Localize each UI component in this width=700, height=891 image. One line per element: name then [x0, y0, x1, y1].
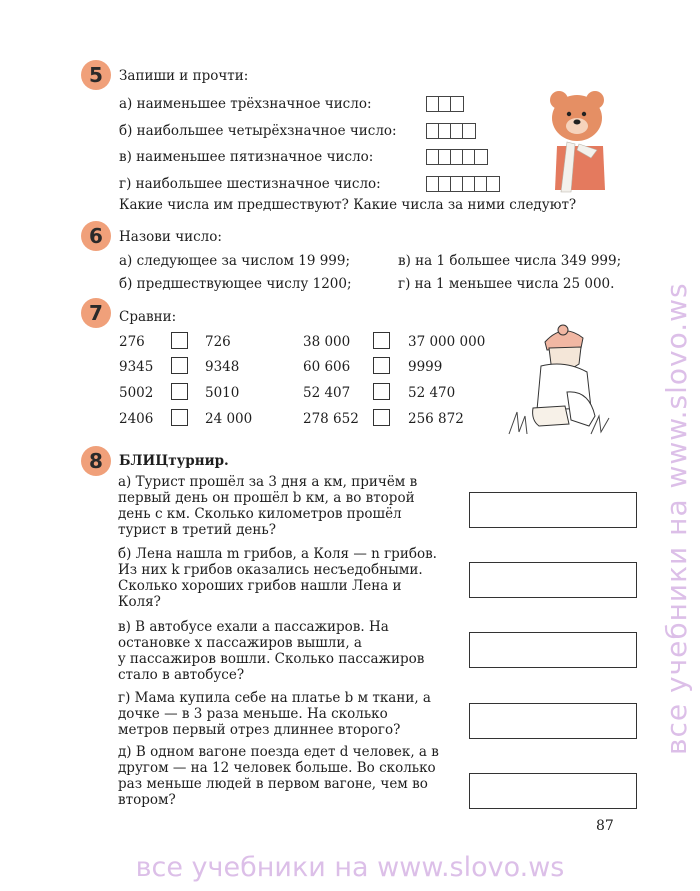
problem-e-line: д) В одном вагоне поезда едет d человек, а в — [118, 744, 439, 760]
problem-b-line: Сколько хороших грибов нашли Лена и — [118, 578, 402, 594]
problem-a-line: день c км. Сколько километров прошёл — [118, 506, 402, 522]
compare-box[interactable] — [171, 409, 188, 426]
problem-e-line: раз меньше людей в первом вагоне, чем во — [118, 776, 428, 792]
bear-illustration — [545, 88, 615, 198]
compare-right-b: 37 000 000 — [408, 334, 486, 350]
compare-left-b: 278 652 — [303, 411, 359, 427]
compare-right-a: 5010 — [205, 385, 240, 401]
boy-illustration — [505, 320, 615, 440]
watermark-vertical: все учебники на www.slovo.ws — [660, 282, 693, 755]
compare-box[interactable] — [373, 383, 390, 400]
compare-left-b: 52 407 — [303, 385, 351, 401]
problem-c-line: стало в автобусе? — [118, 667, 245, 683]
compare-right-b: 9999 — [408, 359, 443, 375]
answer-cells-5 — [426, 149, 488, 165]
compare-left-a: 276 — [119, 334, 145, 350]
problem-e-line: другом — на 12 человек больше. Во сколько — [118, 760, 436, 776]
problem-c-line: y пассажиров вошли. Сколько пассажиров — [118, 651, 425, 667]
watermark-bottom: все учебники на www.slovo.ws — [135, 852, 565, 883]
compare-box[interactable] — [373, 332, 390, 349]
answer-box-c[interactable] — [469, 632, 637, 668]
task-6-item-b: б) предшествующее числу 1200; — [119, 276, 352, 292]
task-7-title: Сравни: — [119, 309, 177, 325]
task-5-title: Запиши и прочти: — [119, 68, 249, 84]
answer-box-a[interactable] — [469, 492, 637, 528]
answer-box-e[interactable] — [469, 773, 637, 809]
compare-right-a: 9348 — [205, 359, 240, 375]
compare-right-a: 24 000 — [205, 411, 253, 427]
problem-d — [118, 690, 440, 738]
page-number: 87 — [596, 818, 614, 834]
task-8-title: БЛИЦтурнир. — [119, 453, 229, 469]
compare-left-b: 38 000 — [303, 334, 351, 350]
problem-d-line: г) Мама купила себе на платье b м ткани, а — [118, 690, 431, 706]
task-7-badge: 7 — [81, 298, 111, 328]
problem-a-line: первый день он прошёл b км, а во второй — [118, 490, 415, 506]
answer-cells-4 — [426, 123, 476, 139]
compare-left-a: 5002 — [119, 385, 154, 401]
problem-c-line: в) В автобусе ехали a пассажиров. На — [118, 619, 389, 635]
problem-e-line: втором? — [118, 792, 176, 808]
problem-e — [118, 744, 440, 808]
task-6-title: Назови число: — [119, 229, 222, 245]
problem-a-line: турист в третий день? — [118, 522, 277, 538]
task-6-badge: 6 — [81, 221, 111, 251]
task-5-item-d: г) наибольшее шестизначное число: — [119, 176, 381, 192]
task-5-item-c: в) наименьшее пятизначное число: — [119, 149, 374, 165]
compare-box[interactable] — [373, 409, 390, 426]
compare-left-b: 60 606 — [303, 359, 351, 375]
compare-right-a: 726 — [205, 334, 231, 350]
answer-cells-3 — [426, 96, 464, 112]
compare-box[interactable] — [171, 332, 188, 349]
task-5-item-b: б) наибольшее четырёхзначное число: — [119, 123, 397, 139]
problem-b-line: Коля? — [118, 594, 161, 610]
compare-right-b: 256 872 — [408, 411, 464, 427]
task-6-item-a: а) следующее за числом 19 999; — [119, 253, 351, 269]
compare-box[interactable] — [373, 357, 390, 374]
task-6-item-g: г) на 1 меньшее числа 25 000. — [398, 276, 615, 292]
answer-box-b[interactable] — [469, 562, 637, 598]
problem-d-line: дочке — в 3 раза меньше. На сколько — [118, 706, 388, 722]
compare-right-b: 52 470 — [408, 385, 456, 401]
answer-box-d[interactable] — [469, 703, 637, 739]
problem-b-line: б) Лена нашла m грибов, а Коля — n грибов. — [118, 546, 437, 562]
task-5-item-a: а) наименьшее трёхзначное число: — [119, 96, 372, 112]
problem-b — [118, 546, 440, 610]
problem-a — [118, 474, 440, 538]
problem-c-line: остановке x пассажиров вышли, а — [118, 635, 362, 651]
problem-d-line: метров первый отрез длиннее второго? — [118, 722, 401, 738]
task-5-badge: 5 — [81, 60, 111, 90]
task-5-question: Какие числа им предшествуют? Какие числа за ними следуют? — [119, 197, 577, 213]
compare-left-a: 2406 — [119, 411, 154, 427]
compare-box[interactable] — [171, 357, 188, 374]
compare-box[interactable] — [171, 383, 188, 400]
problem-a-line: а) Турист прошёл за 3 дня a км, причём в — [118, 474, 418, 490]
problem-c — [118, 619, 440, 683]
task-8-badge: 8 — [81, 446, 111, 476]
task-6-item-v: в) на 1 большее числа 349 999; — [398, 253, 622, 269]
problem-b-line: Из них k грибов оказались несъедобными. — [118, 562, 423, 578]
answer-cells-6 — [426, 176, 500, 192]
compare-left-a: 9345 — [119, 359, 154, 375]
